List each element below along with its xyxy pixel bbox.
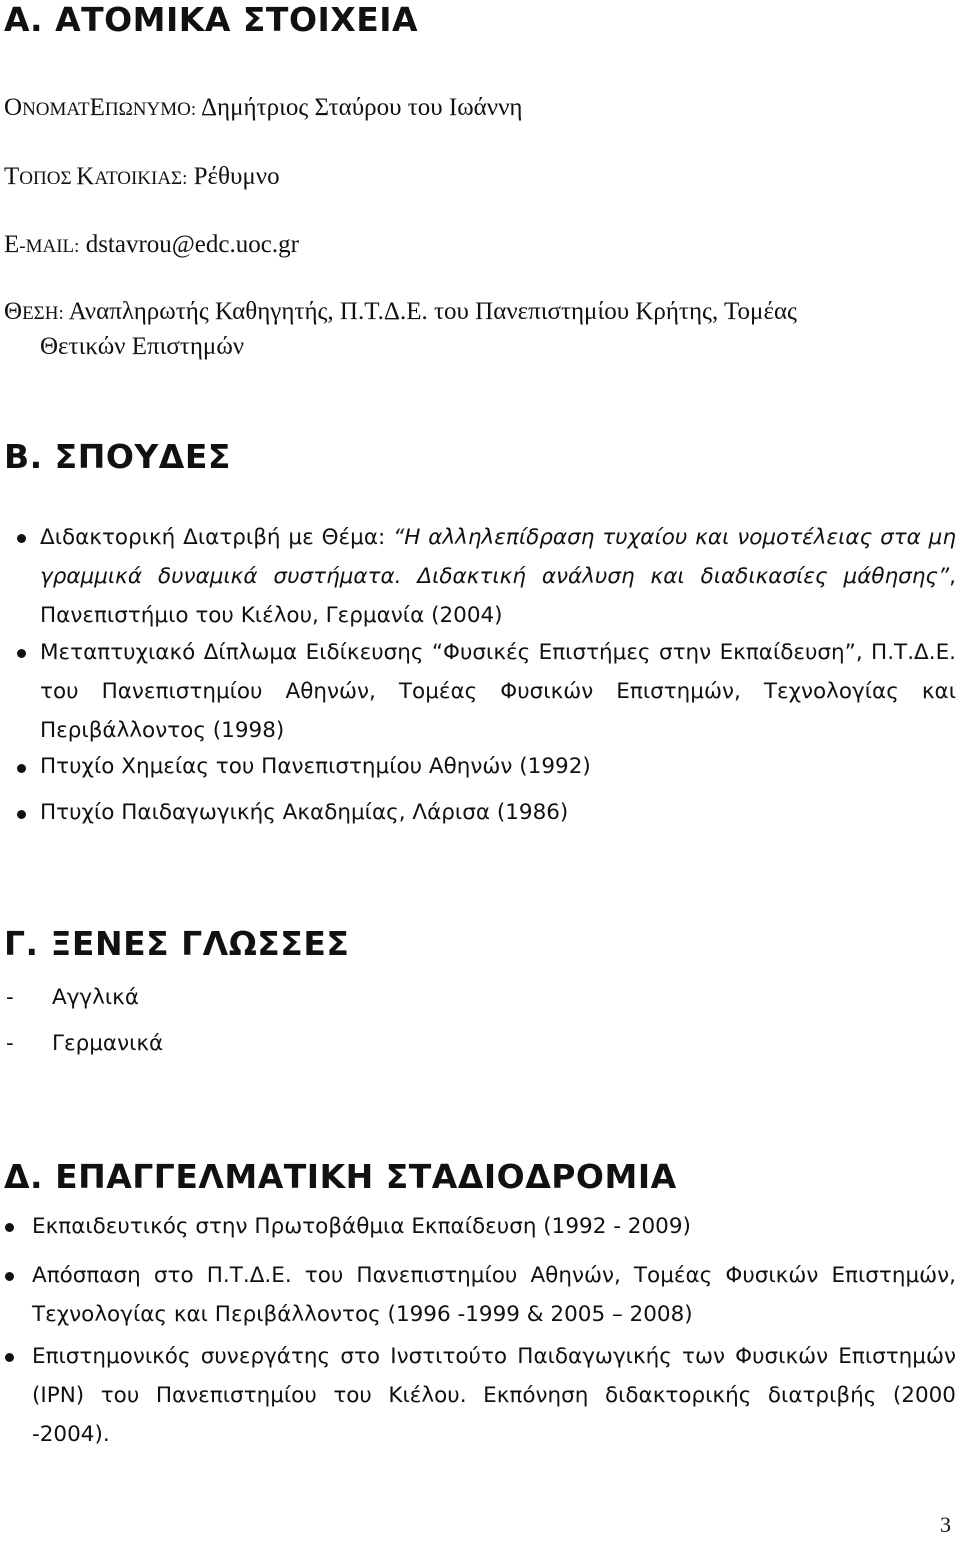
doctorate-thesis-title: “Η αλληλεπίδραση τυχαίου και νομοτέλειας στα μη γραμμικά δυναμικά συστήματα. Διδακτική ανάλυση και διαδικασίες μάθησης” (40, 525, 956, 589)
residence-label (4, 163, 187, 190)
bullet-icon (17, 764, 26, 773)
education-item-masters: Μεταπτυχιακό Δίπλωμα Ειδίκευσης “Φυσικές Επιστήμες στην Εκπαίδευση”, Π.Τ.Δ.Ε. του Πανεπιστημίου Αθηνών, Τομέας Φυσικών Επιστημών, Τεχνολογίας και Περιβάλλοντος (1998) (40, 640, 956, 743)
position-label-initial: Θ (4, 298, 23, 325)
name-label (4, 94, 196, 121)
position-value-line2: Θετικών Επιστημών (40, 333, 245, 360)
name-label-initial2: Ε (89, 94, 105, 121)
page-number: 3 (940, 1512, 951, 1537)
position-value-line1: Αναπληρωτής Καθηγητής, Π.Τ.Δ.Ε. του Πανεπιστημίου Κρήτης, Τομέας (63, 298, 797, 325)
position-label-rest: ΕΣΗ: (22, 303, 64, 324)
email-label (4, 231, 79, 258)
residence-label-initial2: Κ (76, 163, 95, 190)
bullet-icon (17, 534, 26, 543)
bullet-icon (17, 649, 26, 658)
list-dash: - (6, 1031, 14, 1056)
education-item-chemistry: Πτυχίο Χημείας του Πανεπιστημίου Αθηνών (1992) (40, 754, 591, 779)
section-b-heading: Β. ΣΠΟΥΔΕΣ (4, 437, 231, 476)
doctorate-suffix: , Πανεπιστήμιο του Κιέλου, Γερμανία (2004) (40, 564, 956, 628)
residence-field (4, 163, 280, 191)
career-item-researcher: Επιστημονικός συνεργάτης στο Ινστιτούτο Παιδαγωγικής των Φυσικών Επιστημών (IPN) του Πανεπιστημίου του Κιέλου. Εκπόνηση διδακτορικής διατριβής (2000 -2004). (32, 1344, 956, 1447)
career-item-secondment: Απόσπαση στο Π.Τ.Δ.Ε. του Πανεπιστημίου Αθηνών, Τομέας Φυσικών Επιστημών, Τεχνολογίας και Περιβάλλοντος (1996 -1999 & 2005 – 2008) (32, 1263, 956, 1327)
name-label-initial: Ο (4, 94, 23, 121)
doctorate-prefix: Διδακτορική Διατριβή με Θέμα: (40, 525, 394, 550)
name-field (4, 94, 522, 122)
residence-label-rest: ΟΠΟΣ (19, 168, 77, 189)
language-item-english: Αγγλικά (52, 985, 139, 1010)
section-c-heading: Γ. ΞΕΝΕΣ ΓΛΩΣΣΕΣ (4, 924, 350, 963)
email-label-initial: Ε (4, 231, 20, 258)
section-d-heading: Δ. ΕΠΑΓΓΕΛΜΑΤΙΚΗ ΣΤΑΔΙΟΔΡΟΜΙΑ (4, 1157, 677, 1196)
bullet-icon (5, 1353, 14, 1362)
bullet-icon (5, 1223, 14, 1232)
bullet-icon (17, 810, 26, 819)
education-item-pedagogy: Πτυχίο Παιδαγωγικής Ακαδημίας, Λάρισα (1986) (40, 800, 569, 825)
career-item-teacher: Εκπαιδευτικός στην Πρωτοβάθμια Εκπαίδευση (1992 - 2009) (32, 1214, 691, 1239)
position-field (4, 298, 797, 326)
name-label-rest2: ΠΩΝΥΜΟ: (104, 99, 197, 120)
residence-value: Ρέθυμνο (187, 163, 280, 190)
name-label-rest: ΝΟΜΑΤ (22, 99, 90, 120)
residence-label-initial: Τ (4, 163, 20, 190)
name-value: Δημήτριος Σταύρου του Ιωάννη (196, 94, 523, 121)
list-dash: - (6, 985, 14, 1010)
email-value: dstavrou@edc.uoc.gr (79, 231, 299, 258)
section-a-heading: Α. ΑΤΟΜΙΚΑ ΣΤΟΙΧΕΙΑ (4, 0, 419, 39)
language-item-german: Γερμανικά (52, 1031, 164, 1056)
email-label-rest: -MAIL: (19, 236, 80, 257)
bullet-icon (5, 1272, 14, 1281)
position-label (4, 298, 64, 325)
residence-label-rest2: ΑΤΟΙΚΙΑΣ: (94, 168, 188, 189)
email-field (4, 231, 299, 259)
education-item-doctorate (40, 518, 956, 635)
